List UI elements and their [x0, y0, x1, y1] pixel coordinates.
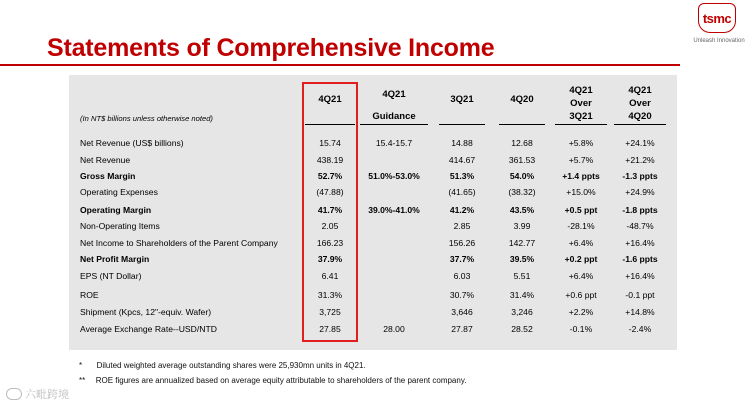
table-cell: 3,646: [451, 307, 473, 317]
column-header: 4Q21 Guidance: [372, 89, 416, 122]
row-label: ROE: [80, 290, 99, 300]
table-cell: 414.67: [448, 155, 476, 165]
table-cell: 361.53: [508, 155, 536, 165]
row-label: Operating Margin: [80, 205, 152, 215]
table-cell: 39.0%-41.0%: [368, 205, 420, 215]
row-label: Operating Expenses: [80, 187, 158, 197]
table-cell: 27.87: [451, 324, 473, 334]
row-label: Average Exchange Rate--USD/NTD: [80, 324, 217, 334]
table-cell: +15.0%: [566, 187, 596, 197]
table-cell: 15.74: [319, 138, 341, 148]
table-cell: 54.0%: [509, 171, 535, 181]
table-cell: 30.7%: [449, 290, 475, 300]
table-cell: +21.2%: [625, 155, 655, 165]
footnote-mark: *: [79, 361, 83, 370]
watermark-icon: [6, 388, 22, 400]
column-header: 4Q20: [510, 94, 534, 105]
row-label: Non-Operating Items: [80, 221, 160, 231]
table-cell: 43.5%: [509, 205, 535, 215]
table-cell: +2.2%: [568, 307, 594, 317]
logo-text: tsmc: [702, 10, 732, 26]
column-header-underline: [360, 124, 428, 125]
watermark: [6, 386, 69, 402]
table-cell: +14.8%: [625, 307, 655, 317]
table-cell: 166.23: [316, 238, 344, 248]
table-cell: +0.5 ppt: [564, 205, 598, 215]
table-cell: +24.1%: [625, 138, 655, 148]
table-cell: 2.85: [453, 221, 471, 231]
table-cell: -0.1%: [569, 324, 593, 334]
table-cell: 14.88: [451, 138, 473, 148]
table-cell: 3.99: [513, 221, 531, 231]
table-cell: -0.1 ppt: [625, 290, 655, 300]
row-label: Net Revenue: [80, 155, 131, 165]
table-cell: 41.7%: [317, 205, 343, 215]
table-cell: +6.4%: [568, 271, 594, 281]
table-cell: 15.4-15.7: [375, 138, 413, 148]
footnote-text: ROE figures are annualized based on average equity attributable to shareholders of the parent company.: [95, 376, 467, 385]
row-label: Net Income to Shareholders of the Parent Company: [80, 238, 278, 248]
title-divider: [0, 64, 680, 66]
footnote-mark: **: [79, 376, 86, 385]
page-title: Statements of Comprehensive Income: [47, 34, 495, 62]
column-header: 3Q21: [450, 94, 474, 105]
table-cell: +1.4 ppts: [562, 171, 600, 181]
footnote-2: [79, 376, 466, 385]
table-cell: 37.9%: [317, 254, 343, 264]
table-cell: +0.2 ppt: [564, 254, 598, 264]
logo-tagline: Unleash Innovation: [693, 38, 745, 44]
table-cell: 51.0%-53.0%: [368, 171, 420, 181]
table-cell: 156.26: [448, 238, 476, 248]
current-quarter-highlight: [302, 82, 358, 342]
table-cell: -28.1%: [567, 221, 595, 231]
footnote-text: Diluted weighted average outstanding shares were 25,930mn units in 4Q21.: [96, 361, 366, 370]
table-cell: (41.65): [448, 187, 476, 197]
table-cell: -1.8 ppts: [622, 205, 658, 215]
table-cell: 6.41: [321, 271, 339, 281]
table-cell: +5.7%: [568, 155, 594, 165]
table-cell: 28.00: [383, 324, 405, 334]
units-note: (In NT$ billions unless otherwise noted): [80, 114, 213, 123]
table-cell: +6.4%: [568, 238, 594, 248]
table-cell: 31.4%: [509, 290, 535, 300]
table-cell: 142.77: [508, 238, 536, 248]
column-header-underline: [614, 124, 666, 125]
column-header-underline: [555, 124, 607, 125]
column-header-underline: [439, 124, 485, 125]
table-cell: +5.8%: [568, 138, 594, 148]
table-cell: -2.4%: [628, 324, 652, 334]
table-cell: +16.4%: [625, 238, 655, 248]
watermark-text: 六毗跨境: [25, 388, 69, 401]
table-cell: -48.7%: [626, 221, 654, 231]
table-cell: (38.32): [508, 187, 536, 197]
tsmc-logo: [698, 3, 736, 33]
row-label: Net Revenue (US$ billions): [80, 138, 184, 148]
footnote-1: [79, 361, 366, 370]
table-cell: 5.51: [513, 271, 531, 281]
column-header: 4Q21: [318, 94, 342, 105]
table-cell: 6.03: [453, 271, 471, 281]
table-cell: 27.85: [319, 324, 341, 334]
table-cell: +0.6 ppt: [565, 290, 597, 300]
table-cell: 41.2%: [449, 205, 475, 215]
table-cell: 2.05: [321, 221, 339, 231]
column-header-underline: [499, 124, 545, 125]
table-cell: 12.68: [511, 138, 533, 148]
table-cell: 31.3%: [317, 290, 343, 300]
table-cell: 3,725: [319, 307, 341, 317]
table-cell: 51.3%: [449, 171, 475, 181]
row-label: Net Profit Margin: [80, 254, 150, 264]
table-cell: 3,246: [511, 307, 533, 317]
table-cell: +24.9%: [625, 187, 655, 197]
table-cell: -1.6 ppts: [622, 254, 658, 264]
table-cell: 438.19: [316, 155, 344, 165]
column-header: 4Q21 Over 4Q20: [628, 85, 652, 122]
table-cell: -1.3 ppts: [622, 171, 658, 181]
row-label: EPS (NT Dollar): [80, 271, 142, 281]
table-cell: 39.5%: [509, 254, 535, 264]
table-cell: 28.52: [511, 324, 533, 334]
table-cell: 52.7%: [317, 171, 343, 181]
row-label: Shipment (Kpcs, 12"-equiv. Wafer): [80, 307, 212, 317]
table-cell: 37.7%: [449, 254, 475, 264]
column-header: 4Q21 Over 3Q21: [569, 85, 593, 122]
row-label: Gross Margin: [80, 171, 136, 181]
table-cell: +16.4%: [625, 271, 655, 281]
table-cell: (47.88): [316, 187, 344, 197]
